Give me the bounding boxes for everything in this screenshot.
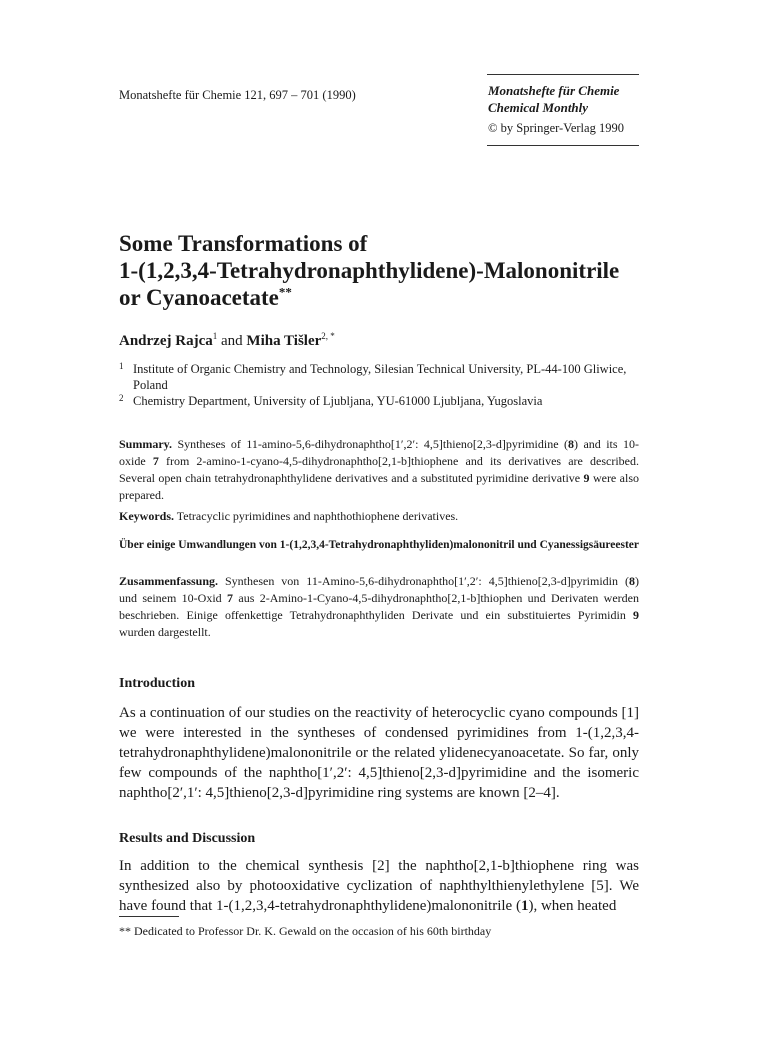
summary-text-d: were also prepared. <box>119 471 639 502</box>
affiliation-1-text: Institute of Organic Chemistry and Technology, Silesian Technical University, PL-44-100 Gliwice, Poland <box>133 362 627 392</box>
paper-title <box>119 230 639 311</box>
author-2: Miha Tišler <box>246 333 322 349</box>
author-1: Andrzej Rajca <box>119 333 213 349</box>
title-line-2: 1-(1,2,3,4-Tetrahydronaphthylidene)-Malononitrile <box>119 258 620 283</box>
author-1-affiliation: 1 <box>212 331 218 341</box>
copyright-line: © by Springer-Verlag 1990 <box>488 121 624 135</box>
results-text-a: In addition to the chemical synthesis [2] the naphtho[2,1-b]thiophene ring was synthesized also by photooxidative cyclization of naphthylthienylethylene [5]. We have found that 1-(1,2,3,4-tetrahydronaphthylidene)malononitrile ( <box>119 858 639 914</box>
summary-label: Summary. <box>119 437 173 451</box>
affiliation-2-mark: 2 <box>119 393 124 403</box>
results-heading: Results and Discussion <box>119 831 256 846</box>
summary-text-a: Syntheses of 11-amino-5,6-dihydronaphtho[1′,2′: 4,5]thieno[2,3-d]pyrimidine ( <box>172 437 568 451</box>
title-line-1: Some Transformations of <box>119 231 368 256</box>
summary-compound-9: 9 <box>583 471 590 485</box>
title-line-3 <box>119 284 639 311</box>
zusammenfassung-compound-7: 7 <box>227 591 234 605</box>
keywords-paragraph <box>119 508 639 525</box>
footnote-rule <box>119 916 179 917</box>
zusammenfassung-compound-9: 9 <box>633 608 639 622</box>
results-text <box>119 856 639 916</box>
german-title: Über einige Umwandlungen von 1-(1,2,3,4-Tetrahydronaphthyliden)malononitril und Cyanessigsäureester <box>119 539 640 551</box>
summary-text-c: from 2-amino-1-cyano-4,5-dihydronaphtho[2,1-b]thiophene and its derivatives are described. Several open chain tetrahydronaphthylidene derivatives and a substituted pyrimidine derivative <box>119 454 639 485</box>
zusammenfassung-paragraph <box>119 573 639 641</box>
summary-compound-8: 8 <box>568 437 574 451</box>
affiliation-1-mark: 1 <box>119 361 124 371</box>
affiliation-2-text: Chemistry Department, University of Ljubljana, YU-61000 Ljubljana, Yugoslavia <box>133 394 543 408</box>
summary-text-b: ) and its 10-oxide <box>119 437 639 468</box>
zusammenfassung-text-a: Synthesen von 11-Amino-5,6-dihydronaphtho[1′,2′: 4,5]thieno[2,3-d]pyrimidin ( <box>218 574 629 588</box>
zusammenfassung-text-d: wurden dargestellt. <box>119 625 211 639</box>
zusammenfassung-text-c: aus 2-Amino-1-Cyano-4,5-dihydronaphtho[2,1-b]thiophen und Derivaten werden beschrieben. Einige offenkettige Tetrahydronaphthyliden Derivate und ein substituiertes Pyrimidin <box>119 591 639 622</box>
results-compound-1: 1 <box>520 898 529 914</box>
journal-name-english: Chemical Monthly <box>488 100 589 115</box>
title-footnote-marker: ** <box>278 284 292 300</box>
header-rule-top <box>487 74 639 75</box>
title-line-3-text: or Cyanoacetate <box>119 285 279 310</box>
introduction-heading: Introduction <box>119 676 195 691</box>
zusammenfassung-text-b: ) und seinem 10-Oxid <box>119 574 639 605</box>
author-connector: and <box>220 333 243 349</box>
summary-paragraph <box>119 436 639 504</box>
affiliation-2 <box>119 393 639 409</box>
introduction-text: As a continuation of our studies on the reactivity of heterocyclic cyano compounds [1] we were interested in the syntheses of condensed pyrimidines from 1-(1,2,3,4-tetrahydronaphthylidene)malononitrile or the related ylidenecyanoacetate. So far, only few compounds of the naphtho[1′,2′: 4,5]thieno[2,3-d]pyrimidine and the isomeric naphtho[2′,1′: 4,5]thieno[2,3-d]pyrimidine ring systems are known [2–4]. <box>119 705 639 801</box>
zusammenfassung-compound-8: 8 <box>629 574 635 588</box>
results-text-b: ), when heated <box>528 898 617 914</box>
header-rule-bottom <box>487 145 639 146</box>
author-2-affiliation: 2, * <box>321 331 335 341</box>
zusammenfassung-label: Zusammenfassung. <box>119 574 219 588</box>
journal-name-german: Monatshefte für Chemie <box>488 83 620 98</box>
footnote: ** Dedicated to Professor Dr. K. Gewald on the occasion of his 60th birthday <box>119 924 492 938</box>
keywords-label: Keywords. <box>119 509 174 523</box>
affiliation-1 <box>119 361 639 393</box>
journal-citation: Monatshefte für Chemie 121, 697 – 701 (1990) <box>119 88 356 102</box>
keywords-text: Tetracyclic pyrimidines and naphthothiophene derivatives. <box>174 509 459 523</box>
author-line <box>119 333 335 350</box>
summary-compound-7: 7 <box>152 454 159 468</box>
